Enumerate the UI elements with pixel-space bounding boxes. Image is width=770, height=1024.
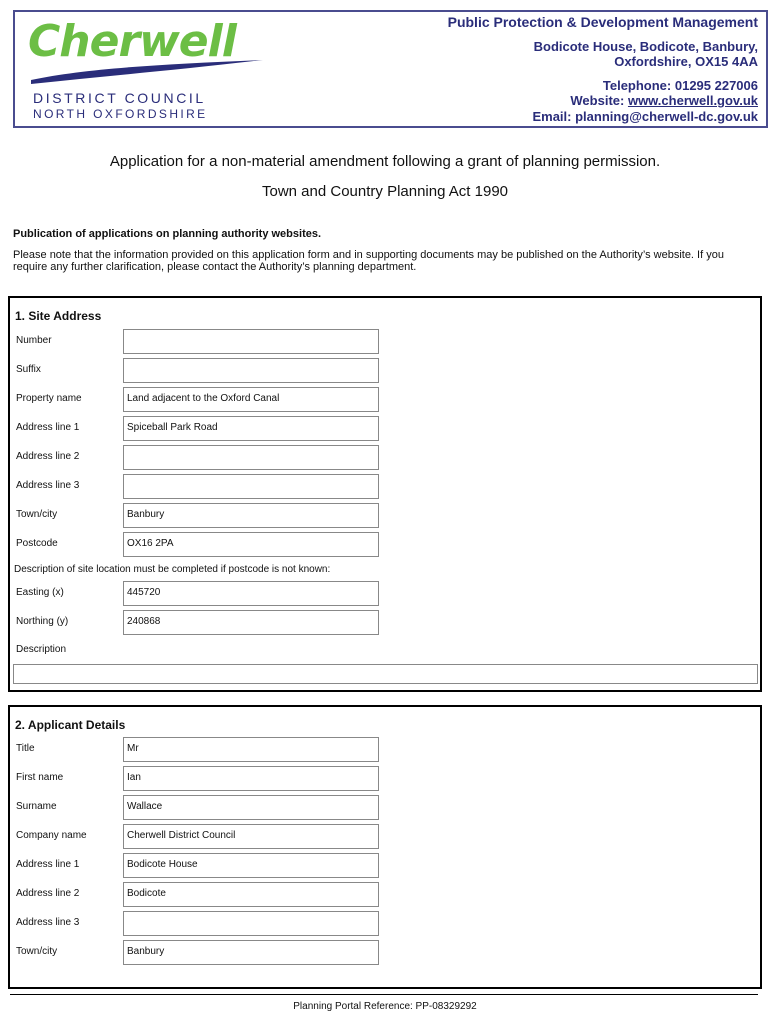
website-link[interactable]: www.cherwell.gov.uk: [627, 93, 758, 108]
field-label: Title: [16, 743, 35, 754]
field-address-line-2: [10, 445, 760, 470]
publication-heading: Publication of applications on planning authority websites.: [13, 228, 322, 240]
number-field[interactable]: [123, 329, 379, 354]
field-label: Surname: [16, 801, 57, 812]
field-address-line-1: [10, 853, 760, 878]
field-address-line-3: [10, 911, 760, 936]
address-line-3-field[interactable]: [123, 911, 379, 936]
field-town-city: [10, 503, 760, 528]
field-first-name: [10, 766, 760, 791]
email-link[interactable]: planning@cherwell-dc.gov.uk: [575, 108, 758, 124]
address-line-1-field[interactable]: Spiceball Park Road: [123, 416, 379, 441]
field-label: Address line 1: [16, 422, 80, 433]
description-label: Description: [16, 644, 67, 655]
address-line-2-field[interactable]: Bodicote: [123, 882, 379, 907]
surname-field[interactable]: Wallace: [123, 795, 379, 820]
field-suffix: [10, 358, 760, 383]
section-title: 1. Site Address: [15, 309, 102, 323]
contact-block: [448, 15, 758, 124]
northing-field[interactable]: 240868: [123, 610, 379, 635]
website-label: Website:: [570, 93, 628, 108]
field-title: [10, 737, 760, 762]
easting-field[interactable]: 445720: [123, 581, 379, 606]
field-northing: [10, 610, 760, 635]
form-subtitle: Town and Country Planning Act 1990: [262, 183, 508, 200]
field-label: Town/city: [16, 946, 58, 957]
email-row: [448, 109, 758, 125]
field-label: Postcode: [16, 538, 58, 549]
field-label: Northing (y): [16, 616, 69, 627]
field-address-line-3: [10, 474, 760, 499]
field-company-name: [10, 824, 760, 849]
field-label: Property name: [16, 393, 82, 404]
field-label: Address line 1: [16, 859, 80, 870]
field-label: Address line 2: [16, 451, 80, 462]
description-field[interactable]: [13, 664, 758, 684]
field-label: Number: [16, 335, 52, 346]
logo-district-council: DISTRICT COUNCIL: [33, 90, 206, 106]
field-label: Company name: [16, 830, 87, 841]
cherwell-logo-wordmark: Cherwell: [28, 16, 236, 67]
first-name-field[interactable]: Ian: [123, 766, 379, 791]
property-name-field[interactable]: Land adjacent to the Oxford Canal: [123, 387, 379, 412]
postcode-field[interactable]: OX16 2PA: [123, 532, 379, 557]
field-label: Address line 2: [16, 888, 80, 899]
suffix-field[interactable]: [123, 358, 379, 383]
site-address-section: [8, 296, 762, 692]
title-field[interactable]: Mr: [123, 737, 379, 762]
website-row: [448, 93, 758, 109]
field-label: Address line 3: [16, 480, 80, 491]
address-line-2: Oxfordshire, OX15 4AA: [614, 54, 758, 69]
letterhead: [13, 10, 768, 128]
form-title: Application for a non-material amendment following a grant of planning permission.: [109, 153, 661, 170]
department-name: Public Protection & Development Management: [447, 14, 758, 30]
field-town-city: [10, 940, 760, 965]
address-line-1-field[interactable]: Bodicote House: [123, 853, 379, 878]
field-surname: [10, 795, 760, 820]
email-label: Email:: [532, 108, 576, 124]
applicant-details-section: [8, 705, 762, 989]
company-name-field[interactable]: Cherwell District Council: [123, 824, 379, 849]
field-label: Town/city: [16, 509, 58, 520]
footer-divider: [10, 994, 758, 995]
field-address-line-1: [10, 416, 760, 441]
field-address-line-2: [10, 882, 760, 907]
publication-text: Please note that the information provided on this application form and in supporting documents may be published on the Authority’s website. If you require any further clarification, please contact the Authority’s planning department.: [13, 249, 724, 273]
field-label: Address line 3: [16, 917, 80, 928]
field-postcode: [10, 532, 760, 557]
field-label: Easting (x): [16, 587, 64, 598]
section-title: 2. Applicant Details: [15, 718, 126, 732]
field-number: [10, 329, 760, 354]
town-city-field[interactable]: Banbury: [123, 503, 379, 528]
address-line-1: Bodicote House, Bodicote, Banbury,: [533, 38, 758, 54]
address-line-3-field[interactable]: [123, 474, 379, 499]
logo-swoosh-icon: [27, 54, 267, 84]
location-note: Description of site location must be completed if postcode is not known:: [14, 564, 331, 575]
field-label: First name: [16, 772, 64, 783]
portal-reference: Planning Portal Reference: PP-08329292: [293, 1001, 477, 1012]
logo-north-oxfordshire: NORTH OXFORDSHIRE: [33, 107, 208, 121]
town-city-field[interactable]: Banbury: [123, 940, 379, 965]
field-property-name: [10, 387, 760, 412]
field-easting: [10, 581, 760, 606]
field-label: Suffix: [16, 364, 41, 375]
address-line-2-field[interactable]: [123, 445, 379, 470]
telephone: Telephone: 01295 227006: [602, 77, 758, 93]
